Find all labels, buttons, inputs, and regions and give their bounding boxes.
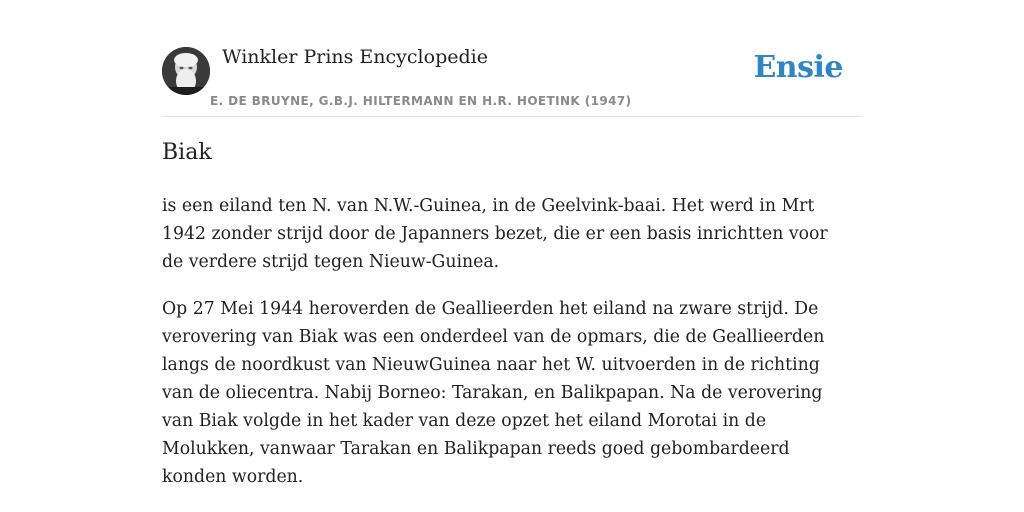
portrait-icon (162, 47, 210, 95)
ensie-logo-link[interactable]: Ensie (753, 50, 843, 85)
article-paragraph: Op 27 Mei 1944 heroverden de Geallieerden het eiland na zware strijd. De verovering van Biak was een onderdeel van de opmars, die de Geallieerden langs de noordkust van NieuwGuinea naar het W. uitvoerden in de richting van de oliecentra. Nabij Borneo: Tarakan, en Balikpapan. Na de verovering van Biak volgde in het kader van deze opzet het eiland Morotai in de Molukken, vanwaar Tarakan en Balikpapan reeds goed gebombardeerd konden worden. (162, 299, 825, 487)
article-paragraph: is een eiland ten N. van N.W.-Guinea, in de Geelvink-baai. Het werd in Mrt 1942 zonder strijd door de Japanners bezet, die er een basis inrichtten voor de verdere strijd tegen Nieuw-Guinea. (162, 196, 828, 272)
article-body (162, 192, 852, 510)
site-title[interactable]: Winkler Prins Encyclopedie (222, 46, 488, 68)
author-avatar-icon[interactable] (162, 47, 210, 95)
article-title: Biak (162, 140, 212, 165)
authors-credit: E. DE BRUYNE, G.B.J. HILTERMANN EN H.R. HOETINK (1947) (210, 94, 632, 108)
header (162, 44, 862, 117)
